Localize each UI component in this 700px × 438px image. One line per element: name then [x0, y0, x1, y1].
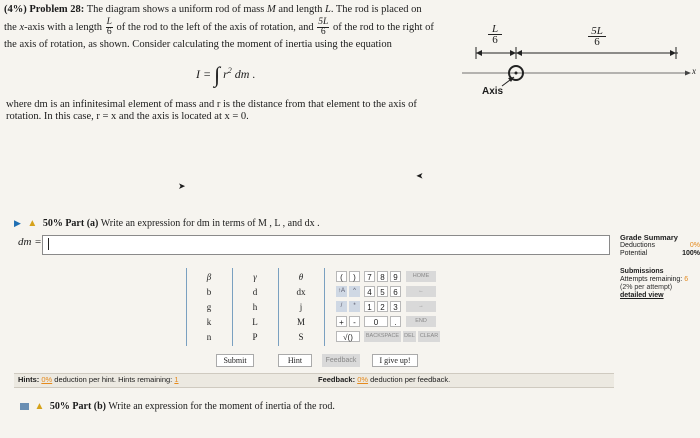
key-close-paren[interactable]: ): [349, 271, 360, 282]
key-d[interactable]: d: [252, 287, 258, 297]
part-b-header[interactable]: [20, 401, 335, 412]
key-end[interactable]: END: [406, 316, 436, 327]
key-backspace[interactable]: BACKSPACE: [364, 331, 401, 342]
problem-line-2: [4, 18, 454, 37]
problem-text: -axis with a length: [24, 21, 102, 33]
integral-icon: ∫: [214, 62, 221, 87]
key-dx[interactable]: dx: [296, 287, 306, 297]
key-arrow[interactable]: ↑A: [336, 286, 347, 297]
give-up-button[interactable]: I give up!: [372, 354, 418, 367]
key-home[interactable]: HOME: [406, 271, 436, 282]
key-del[interactable]: DEL: [403, 331, 416, 342]
feedback-button[interactable]: Feedback: [322, 354, 360, 367]
hint-button[interactable]: Hint: [278, 354, 312, 367]
explanation-line: where dm is an infinitesimal element of mass and r is the distance from that element to the axis of: [6, 99, 417, 110]
problem-line-1: [4, 2, 454, 17]
fraction-denominator: 6: [492, 34, 498, 46]
problem-explanation: [6, 99, 456, 123]
key-0[interactable]: 0: [364, 316, 388, 327]
problem-text: . The rod is placed on: [330, 4, 422, 15]
axis-label: Axis: [482, 86, 504, 97]
key-clear[interactable]: CLEAR: [418, 331, 440, 342]
key-caret[interactable]: ^: [349, 286, 360, 297]
grade-summary-title: Grade Summary: [620, 233, 678, 242]
key-g[interactable]: g: [206, 302, 212, 312]
key-9[interactable]: 9: [390, 271, 401, 282]
key-sqrt[interactable]: √(): [336, 331, 360, 342]
warning-icon: ▲: [27, 218, 38, 229]
fraction-numerator: 5L: [318, 17, 329, 27]
hints-label: Hints:: [18, 375, 40, 384]
part-a-prompt: Write an expression for dm in terms of M , L , and dx .: [100, 218, 320, 229]
key-right-arrow[interactable]: →: [406, 301, 436, 312]
explanation-line: rotation. In this case, r = x and the axis is located at x = 0.: [6, 111, 249, 122]
deductions-value: 0%: [689, 242, 700, 249]
fraction-numerator: L: [106, 17, 112, 27]
key-M[interactable]: M: [296, 317, 305, 327]
submit-button[interactable]: Submit: [216, 354, 254, 367]
hints-feedback-bar: [14, 373, 614, 388]
problem-statement: [4, 2, 454, 52]
key-8[interactable]: 8: [377, 271, 388, 282]
key-5[interactable]: 5: [377, 286, 388, 297]
hints-text: deduction per hint. Hints remaining:: [54, 375, 173, 384]
potential-label: Potential: [620, 250, 648, 257]
key-2[interactable]: 2: [377, 301, 388, 312]
potential-row: [620, 250, 700, 258]
expand-arrow-icon[interactable]: ▶: [14, 218, 21, 228]
text-cursor: [48, 238, 49, 250]
problem-text: The diagram shows a uniform rod of mass: [86, 4, 265, 15]
key-6[interactable]: 6: [390, 286, 401, 297]
equation-power: 2: [227, 65, 232, 75]
equation-lhs: I =: [196, 66, 212, 81]
equation-integrand: r: [223, 66, 228, 81]
feedback-label: Feedback:: [318, 375, 356, 384]
key-4[interactable]: 4: [364, 286, 375, 297]
part-a-label: 50% Part (a): [42, 218, 99, 229]
feedback-pct: 0%: [357, 375, 369, 384]
fraction-right: [317, 18, 329, 37]
key-gamma[interactable]: γ: [253, 272, 257, 282]
attempts-row: [620, 276, 700, 284]
feedback-info: [318, 375, 450, 384]
key-j[interactable]: j: [299, 302, 303, 312]
detailed-view-link[interactable]: detailed view: [620, 292, 664, 299]
key-open-paren[interactable]: (: [336, 271, 347, 282]
x-var: x: [19, 21, 25, 33]
key-7[interactable]: 7: [364, 271, 375, 282]
problem-text: the: [4, 21, 17, 33]
part-b-prompt: Write an expression for the moment of inertia of the rod.: [108, 401, 335, 412]
fraction-left: [106, 18, 113, 37]
key-dot[interactable]: .: [390, 316, 401, 327]
attempts-value: 6: [684, 276, 689, 283]
grid-divider: [324, 268, 325, 346]
problem-header: (4%) Problem 28:: [4, 4, 85, 15]
problem-text: of the rod to the left of the axis of rotation, and: [116, 21, 314, 33]
collapsed-part-icon: [20, 403, 29, 410]
per-attempt: (2% per attempt): [620, 284, 673, 291]
key-star[interactable]: *: [349, 301, 360, 312]
feedback-text: deduction per feedback.: [370, 375, 451, 384]
key-P[interactable]: P: [252, 332, 258, 342]
fraction-denominator: 6: [320, 27, 326, 37]
answer-input[interactable]: [42, 235, 610, 255]
key-theta[interactable]: θ: [298, 272, 304, 282]
part-b-label: 50% Part (b): [49, 401, 107, 412]
deductions-row: [620, 242, 700, 250]
key-3[interactable]: 3: [390, 301, 401, 312]
key-slash[interactable]: /: [336, 301, 347, 312]
key-S[interactable]: S: [298, 332, 304, 342]
attempts-label: Attempts remaining:: [620, 276, 683, 283]
mass-var: M: [266, 4, 276, 15]
potential-value: 100%: [682, 250, 700, 257]
fraction-numerator: L: [488, 24, 502, 35]
key-plus[interactable]: +: [336, 316, 347, 327]
answer-lhs: dm =: [18, 236, 42, 248]
part-a-header: [14, 218, 320, 229]
key-n[interactable]: n: [206, 332, 212, 342]
fraction-denominator: 6: [106, 27, 112, 37]
deductions-label: Deductions: [620, 242, 656, 249]
length-var: L: [324, 4, 331, 15]
diagram-left-fraction: [488, 24, 502, 45]
mouse-cursor-icon: ➤: [416, 171, 424, 181]
fraction-numerator: 5L: [588, 26, 606, 37]
problem-text: and length: [278, 4, 323, 15]
problem-text: of the rod to the right of: [332, 21, 434, 33]
key-minus[interactable]: -: [349, 316, 360, 327]
key-beta[interactable]: β: [206, 272, 212, 282]
submissions-label: Submissions: [620, 268, 664, 275]
key-L[interactable]: L: [252, 317, 258, 327]
grade-summary-panel: [620, 234, 700, 300]
key-1[interactable]: 1: [364, 301, 375, 312]
mouse-cursor-icon: ➤: [178, 181, 186, 191]
key-b[interactable]: b: [206, 287, 212, 297]
hints-info: [18, 375, 179, 384]
warning-icon: ▲: [34, 401, 45, 412]
hints-pct: 0%: [41, 375, 53, 384]
problem-line-3: the axis of rotation, as shown. Consider calculating the moment of inertia using the equation: [4, 39, 392, 50]
fraction-denominator: 6: [594, 36, 600, 48]
key-left-arrow[interactable]: ←: [406, 286, 436, 297]
x-axis-label: x: [692, 66, 696, 76]
equation-dm: dm .: [234, 66, 256, 81]
diagram-right-fraction: [588, 26, 606, 47]
key-k[interactable]: k: [206, 317, 212, 327]
hints-remaining: 1: [174, 375, 179, 384]
key-h[interactable]: h: [252, 302, 258, 312]
rod-diagram: [462, 20, 700, 110]
moment-of-inertia-equation: [196, 62, 255, 88]
